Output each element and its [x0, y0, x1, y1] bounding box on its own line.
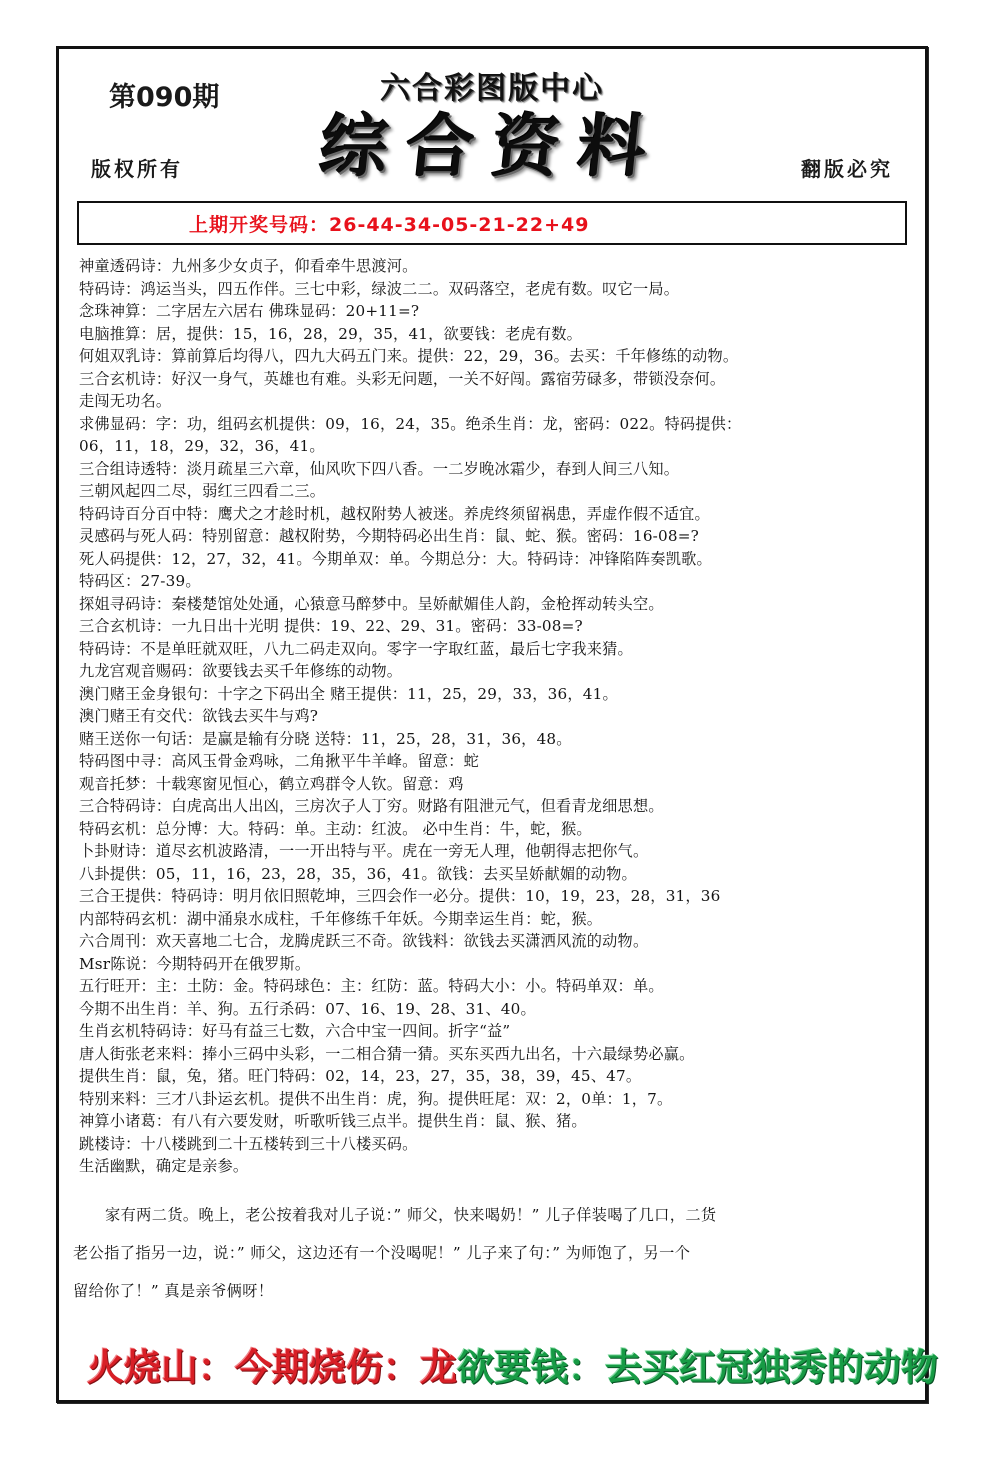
content-line: 特码区：27-39。: [79, 572, 201, 590]
footer-segment-wantmoney: 欲要钱：: [457, 1345, 605, 1389]
content-line: 特码诗：鸿运当头，四五作伴。三七中彩，绿波二二。双码落空，老虎有数。叹它一局。: [79, 279, 680, 298]
content-line: 三合玄机诗：一九日出十光明 提供：19、22、29、31。密码：33-08=?: [79, 617, 583, 635]
reprint-notice: 翻版必究: [801, 157, 893, 181]
content-line: 跳楼诗：十八楼跳到二十五楼转到三十八楼买码。: [79, 1134, 418, 1153]
content-line: 死人码提供：12，27，32，41。今期单双：单。今期总分：大。特码诗：冲锋陷阵奏凯歌。: [79, 549, 712, 568]
content-line: 六合周刊：欢天喜地二七合，龙腾虎跃三不奇。欲钱料：欲钱去买潇洒风流的动物。: [79, 932, 649, 950]
joke-line: 留给你了！” 真是亲爷俩呀！: [73, 1281, 274, 1300]
poster-page: [56, 46, 938, 1403]
content-line: 求佛显码：字：功，组码玄机提供：09，16，24，35。绝杀生肖：龙，密码：022。特码提供：: [79, 414, 742, 433]
content-body: [71, 251, 913, 1182]
content-line: 特码诗百分百中特：鹰犬之才趁时机，越权附势人被迷。养虎终须留祸患，弄虚作假不适宜。: [79, 504, 710, 523]
content-line: Msr陈说：今期特码开在俄罗斯。: [79, 954, 311, 973]
content-line: 三合玄机诗：好汉一身气，英雄也有难。头彩无问题，一关不好闯。露宿劳碌多，带锁没奈何。: [79, 369, 726, 388]
footer-segment-burn: 今期烧伤：: [235, 1345, 420, 1389]
content-line: 唐人街张老来料：捧小三码中头彩，一二相合猜一猜。买东买西九出名，十六最绿势必赢。: [79, 1044, 695, 1063]
content-line: 三合特码诗：白虎高出人出凶，三房次子人丁穷。财路有阻泄元气，但看青龙细思想。: [79, 797, 664, 815]
content-line: 探姐寻码诗：秦楼楚馆处处通，心猿意马醉梦中。呈娇献媚佳人韵，金枪挥动转头空。: [79, 594, 664, 613]
footer-banner: [59, 1340, 938, 1394]
content-line: 何姐双乳诗：算前算后均得八，四九大码五门来。提供：22，29，36。去买：千年修练的动物。: [79, 347, 739, 365]
content-line: 内部特码玄机：湖中涌泉水成柱，千年修练千年妖。今期幸运生肖：蛇，猴。: [79, 909, 603, 928]
content-line: 特码图中寻：高风玉骨金鸡咏，二角揪平牛羊峰。留意：蛇: [79, 752, 480, 770]
last-draw-numbers: 上期开奖号码：26-44-34-05-21-22+49: [189, 213, 590, 236]
content-line: 电脑推算：居，提供：15，16，28，29，35，41，欲要钱：老虎有数。: [79, 324, 583, 343]
site-title: 六合彩图版中心: [380, 71, 604, 106]
footer-segment-animal: 去买红冠独秀的动物: [605, 1345, 938, 1389]
content-line: 八卦提供：05，11，16，23，28，35，36，41。欲钱：去买呈娇献媚的动物。: [79, 864, 637, 883]
content-line: 念珠神算：二字居左六居右 佛珠显码：20+11=?: [79, 302, 420, 320]
content-line: 神童透码诗：九州多少女贞子，仰看牵牛思渡河。: [79, 257, 418, 275]
content-line: 提供生肖：鼠，兔，猪。旺门特码：02，14，23，27，35，38，39，45、47。: [79, 1067, 642, 1085]
footer-segment-huoshaoshan: 火烧山：: [87, 1345, 235, 1389]
poster-header: [59, 49, 925, 201]
content-line: 特码玄机：总分博：大。特码：单。主动：红波。 必中生肖：牛，蛇，猴。: [79, 819, 592, 838]
content-line: 三合组诗透特：淡月疏星三六章，仙风吹下四八香。一二岁晚冰霜少，春到人间三八知。: [79, 459, 680, 478]
content-line: 今期不出生肖：羊、狗。五行杀码：07、16、19、28、31、40。: [79, 999, 536, 1018]
content-line: 特别来料：三才八卦运玄机。提供不出生肖：虎，狗。提供旺尾：双：2，0单：1，7。: [79, 1089, 673, 1108]
joke-section: [73, 1196, 911, 1310]
content-line: 灵感码与死人码：特别留意：越权附势，今期特码必出生肖：鼠、蛇、猴。密码：16-08=?: [79, 527, 700, 545]
footer-segment-zodiac: 龙: [420, 1345, 457, 1389]
content-line: 三合王提供：特码诗：明月依旧照乾坤，三四会作一必分。提供：10，19，23，28，31，36: [79, 887, 721, 905]
last-draw-box: [77, 201, 907, 245]
content-line: 走闯无功名。: [79, 392, 172, 410]
content-line: 九龙宫观音赐码：欲要钱去买千年修练的动物。: [79, 662, 403, 680]
joke-line: 老公指了指另一边，说：” 师父，这边还有一个没喝呢！” 儿子来了句：” 为师饱了，另一个: [73, 1243, 691, 1262]
content-line: 五行旺开：主：土防：金。特码球色：主：红防：蓝。特码大小：小。特码单双：单。: [79, 977, 664, 995]
main-title: 综合资料: [315, 107, 669, 187]
content-line: 观音托梦：十载寒窗见恒心，鹤立鸡群令人钦。留意：鸡: [79, 774, 464, 793]
content-line: 特码诗：不是单旺就双旺，八九二码走双向。零字一字取红蓝，最后七字我来猜。: [79, 639, 633, 658]
copyright-notice: 版权所有: [91, 157, 183, 181]
content-line: 06，11，18，29，32，36，41。: [79, 437, 325, 455]
content-line: 澳门赌王金身银句：十字之下码出全 赌王提供：11，25，29，33，36，41。: [79, 684, 618, 703]
content-line: 生活幽默，确定是亲参。: [79, 1157, 249, 1175]
content-line: 生肖玄机特码诗：好马有益三七数，六合中宝一四间。折字“益”: [79, 1022, 511, 1040]
content-line: 三朝风起四二尽，弱红三四看二三。: [79, 482, 326, 500]
content-line: 卜卦财诗：道尽玄机波路清，一一开出特与平。虎在一旁无人理，他朝得志把你气。: [79, 842, 649, 860]
content-line: 赌王送你一句话：是赢是输有分晓 送特：11，25，28，31，36，48。: [79, 729, 572, 748]
content-line: 澳门赌王有交代：欲钱去买牛与鸡?: [79, 707, 319, 725]
joke-line: 家有两二货。晚上，老公按着我对儿子说：” 师父，快来喝奶！” 儿子佯装喝了几口，二货: [105, 1205, 717, 1224]
content-line: 神算小诸葛：有八有六要发财，听歌听钱三点半。提供生肖：鼠、猴、猪。: [79, 1112, 587, 1130]
issue-number: 第090期: [109, 82, 220, 113]
